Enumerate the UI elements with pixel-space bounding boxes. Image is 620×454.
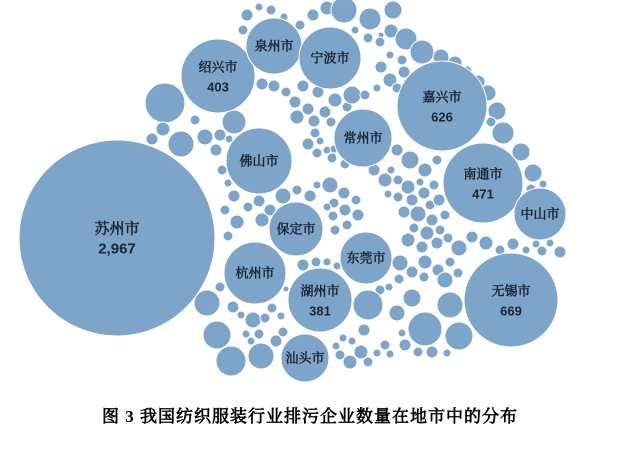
filler-bubble <box>297 80 309 92</box>
filler-bubble <box>373 349 381 357</box>
filler-bubble <box>311 257 321 267</box>
filler-bubble <box>308 115 320 127</box>
filler-bubble <box>537 246 547 256</box>
filler-bubble <box>302 103 314 115</box>
filler-bubble <box>522 246 530 254</box>
filler-bubble <box>328 93 342 107</box>
filler-bubble <box>429 180 439 190</box>
filler-bubble <box>310 128 320 138</box>
filler-bubble <box>312 148 322 158</box>
filler-bubble <box>398 206 410 218</box>
filler-bubble <box>554 246 566 258</box>
filler-bubble <box>290 110 304 124</box>
filler-bubble <box>197 129 213 145</box>
filler-bubble <box>289 96 301 108</box>
filler-bubble <box>352 209 364 221</box>
filler-bubble <box>546 239 554 247</box>
bubble-city-label: 宁波市 <box>310 50 350 66</box>
filler-bubble <box>524 164 542 182</box>
filler-bubble <box>386 51 394 59</box>
filler-bubble <box>435 225 445 235</box>
filler-bubble <box>409 223 419 233</box>
filler-bubble <box>203 321 231 349</box>
filler-bubble <box>399 339 411 351</box>
filler-bubble <box>351 26 359 34</box>
filler-bubble <box>326 117 336 127</box>
filler-bubble <box>222 110 246 134</box>
filler-bubble <box>385 283 393 291</box>
filler-bubble <box>322 177 338 193</box>
filler-bubble <box>297 259 309 271</box>
filler-bubble <box>343 355 357 369</box>
filler-bubble <box>437 272 453 288</box>
bubble-city-label: 佛山市 <box>239 153 279 169</box>
bubble-city-label: 东莞市 <box>346 250 386 266</box>
filler-bubble <box>384 190 392 198</box>
filler-bubble <box>339 334 347 342</box>
filler-bubble <box>401 151 419 169</box>
bubble-无锡市 <box>464 253 558 347</box>
bubble-city-label: 嘉兴市 <box>422 89 462 105</box>
filler-bubble <box>255 213 269 227</box>
filler-bubble <box>333 262 341 270</box>
filler-bubble <box>342 220 352 230</box>
filler-bubble <box>431 237 443 249</box>
filler-bubble <box>375 37 385 47</box>
filler-bubble <box>394 274 404 284</box>
bubble-city-label: 湖州市 <box>300 283 340 299</box>
filler-bubble <box>224 179 232 187</box>
filler-bubble <box>210 144 222 156</box>
filler-bubble <box>260 313 270 323</box>
filler-bubble <box>156 122 170 136</box>
filler-bubble <box>386 350 394 358</box>
filler-bubble <box>393 192 403 202</box>
filler-bubble <box>433 194 445 206</box>
bubble-city-label: 中山市 <box>520 206 560 222</box>
filler-bubble <box>277 312 285 320</box>
filler-bubble <box>243 202 253 212</box>
filler-bubble <box>384 1 402 19</box>
filler-bubble <box>248 343 274 369</box>
bubble-南通市 <box>443 143 523 223</box>
filler-bubble <box>378 173 392 187</box>
bubble-city-label: 泉州市 <box>254 38 294 54</box>
filler-bubble <box>410 206 426 222</box>
filler-bubble <box>328 211 338 221</box>
filler-bubble <box>416 178 424 186</box>
filler-bubble <box>440 210 450 220</box>
filler-bubble <box>492 122 514 144</box>
bubble-value-label: 2,967 <box>98 240 136 258</box>
filler-bubble <box>339 204 351 216</box>
filler-bubble <box>307 9 319 21</box>
filler-bubble <box>283 286 289 292</box>
filler-bubble <box>418 187 430 199</box>
filler-bubble <box>268 80 280 92</box>
filler-bubble <box>360 90 370 100</box>
filler-bubble <box>227 301 239 313</box>
bubble-value-label: 626 <box>431 109 453 125</box>
filler-bubble <box>413 347 423 357</box>
bubble-嘉兴市 <box>397 61 487 151</box>
filler-bubble <box>359 8 381 30</box>
bubble-value-label: 471 <box>472 186 494 202</box>
filler-bubble <box>223 231 233 241</box>
filler-bubble <box>363 33 373 43</box>
filler-bubble <box>401 180 415 194</box>
filler-bubble <box>302 138 314 150</box>
filler-bubble <box>332 342 340 350</box>
filler-bubble <box>354 345 368 359</box>
filler-bubble <box>241 9 253 21</box>
filler-bubble <box>437 292 463 318</box>
filler-bubble <box>387 166 395 174</box>
figure-caption: 图 3 我国纺织服装行业排污企业数量在地市中的分布 <box>102 407 518 426</box>
filler-bubble <box>389 305 405 321</box>
filler-bubble <box>420 226 434 240</box>
filler-bubble <box>466 231 478 243</box>
bubble-city-label: 无锡市 <box>491 283 531 299</box>
filler-bubble <box>410 40 434 64</box>
filler-bubble <box>375 61 387 73</box>
filler-bubble <box>507 238 519 250</box>
filler-bubble <box>295 20 305 30</box>
filler-bubble <box>373 84 381 92</box>
filler-bubble <box>443 349 451 357</box>
filler-bubble <box>304 190 316 202</box>
filler-bubble <box>380 340 390 350</box>
bubble-value-label: 381 <box>309 303 331 319</box>
filler-bubble <box>319 106 331 118</box>
filler-bubble <box>416 241 428 253</box>
filler-bubble <box>256 78 268 90</box>
filler-bubble <box>343 86 361 104</box>
bubble-city-label: 杭州市 <box>235 265 275 281</box>
filler-bubble <box>445 257 455 267</box>
filler-bubble <box>406 194 418 206</box>
filler-bubble <box>401 233 415 247</box>
filler-bubble <box>215 282 225 292</box>
filler-bubble <box>408 312 442 346</box>
filler-bubble <box>418 255 432 269</box>
filler-bubble <box>327 153 337 163</box>
bubble-city-label: 保定市 <box>276 221 316 237</box>
filler-bubble <box>418 163 432 177</box>
bubble-city-label: 南通市 <box>463 166 503 182</box>
filler-bubble <box>266 5 276 15</box>
filler-bubble <box>397 55 407 65</box>
filler-bubble <box>426 346 438 358</box>
filler-bubble <box>275 188 291 204</box>
filler-bubble <box>313 181 321 189</box>
filler-bubble <box>398 329 406 337</box>
filler-bubble <box>331 0 357 23</box>
filler-bubble <box>168 131 194 157</box>
filler-bubble <box>230 215 244 229</box>
filler-bubble <box>432 155 442 165</box>
filler-bubble <box>281 87 291 97</box>
filler-bubble <box>391 144 403 156</box>
filler-bubble <box>238 25 248 35</box>
filler-bubble <box>479 236 493 250</box>
bubble-value-label: 403 <box>207 79 229 95</box>
filler-bubble <box>403 289 421 307</box>
filler-bubble <box>146 133 158 145</box>
filler-bubble <box>348 337 356 345</box>
filler-bubble <box>351 195 361 205</box>
filler-bubble <box>254 329 264 339</box>
filler-bubble <box>255 3 263 11</box>
filler-bubble <box>426 214 438 226</box>
bubble-city-label: 汕头市 <box>285 350 325 366</box>
bubble-value-label: 669 <box>500 303 522 319</box>
bubble-湖州市 <box>288 268 352 332</box>
filler-bubble <box>247 337 255 345</box>
filler-bubble <box>358 324 370 336</box>
filler-bubble <box>443 233 453 243</box>
filler-bubble <box>539 180 547 188</box>
bubble-苏州市 <box>19 140 215 336</box>
filler-bubble <box>323 203 331 211</box>
filler-bubble <box>278 327 288 337</box>
filler-bubble <box>228 190 240 202</box>
filler-bubble <box>363 357 373 367</box>
filler-bubble <box>214 129 226 141</box>
bubble-city-label: 常州市 <box>343 130 383 146</box>
filler-bubble <box>316 137 324 145</box>
filler-bubble <box>392 255 408 271</box>
bubble-city-label: 苏州市 <box>94 220 140 238</box>
filler-bubble <box>237 311 245 319</box>
filler-bubble <box>353 290 383 320</box>
bubble-绍兴市 <box>181 39 255 113</box>
filler-bubble <box>330 225 340 235</box>
filler-bubble <box>451 240 467 256</box>
filler-bubble <box>190 115 200 125</box>
filler-bubble <box>292 185 302 195</box>
filler-bubble <box>242 330 250 338</box>
filler-bubble <box>216 346 246 376</box>
filler-bubble <box>453 268 463 278</box>
filler-bubble <box>338 187 350 199</box>
filler-bubble <box>406 266 418 278</box>
filler-bubble <box>445 322 473 350</box>
bubble-city-label: 绍兴市 <box>198 59 238 75</box>
filler-bubble <box>270 335 282 347</box>
filler-bubble <box>220 205 230 215</box>
filler-bubble <box>323 258 331 266</box>
filler-bubble <box>267 303 277 313</box>
filler-bubble <box>419 272 429 282</box>
filler-bubble <box>145 83 185 123</box>
filler-bubble <box>217 165 227 175</box>
filler-bubble <box>253 195 265 207</box>
filler-bubble <box>245 312 261 328</box>
